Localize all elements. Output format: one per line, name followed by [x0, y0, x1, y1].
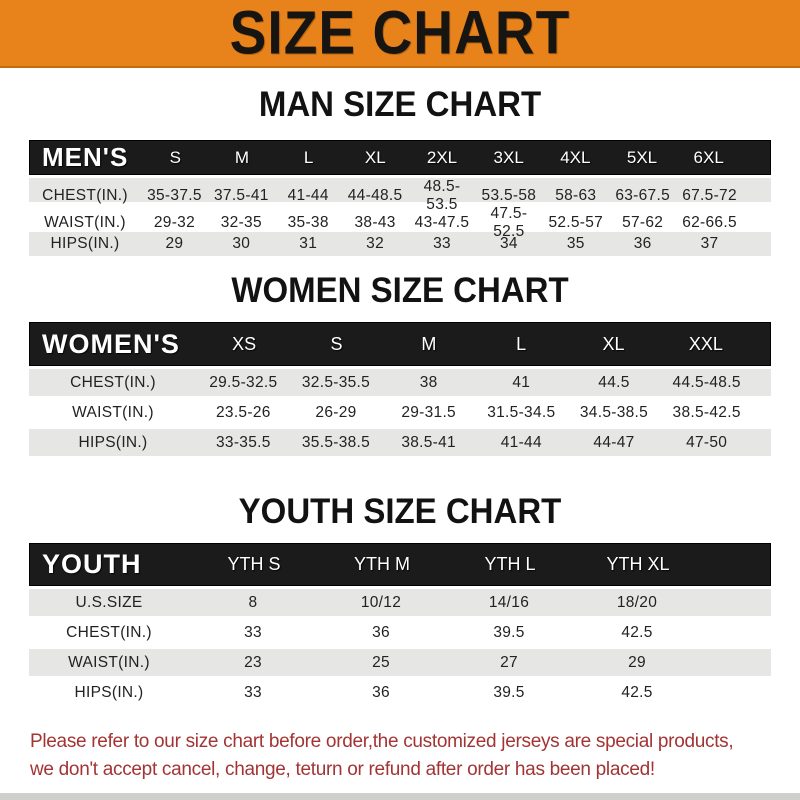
column-header: L	[516, 333, 527, 354]
cell-value: 10/12	[360, 593, 402, 611]
cell-value: 42.5	[621, 683, 653, 701]
table-row	[29, 178, 771, 213]
table-header-label: MEN'S	[42, 142, 129, 172]
footer-note	[30, 728, 770, 784]
cell-value: 52.5-57	[548, 214, 604, 231]
cell-value: 38.5-42.5	[672, 403, 741, 421]
women-section-heading: WOMEN SIZE CHART	[231, 269, 569, 310]
cell-value: 23	[244, 653, 262, 671]
column-header: YTH L	[484, 554, 536, 574]
cell-value: 33	[433, 235, 451, 252]
row-label: WAIST(IN.)	[44, 214, 126, 231]
column-header: M	[421, 333, 437, 354]
cell-value: 14/16	[488, 593, 530, 611]
cell-value: 44.5-48.5	[672, 373, 741, 391]
column-header: 2XL	[426, 147, 458, 167]
column-header: S	[330, 333, 343, 354]
row-label: HIPS(IN.)	[78, 433, 148, 451]
cell-value: 62-66.5	[682, 214, 737, 231]
bottom-strip	[0, 793, 800, 800]
youth-size-chart-section	[0, 492, 800, 706]
cell-value: 30	[232, 235, 251, 252]
cell-value: 42.5	[621, 623, 653, 641]
cell-value: 53.5-58	[481, 187, 537, 204]
row-label: WAIST(IN.)	[68, 653, 150, 671]
cell-value: 38.5-41	[401, 433, 456, 451]
footer-line-2: we don't accept cancel, change, teturn or refund after order has been placed!	[30, 759, 655, 780]
column-header: XXL	[688, 333, 723, 354]
cell-value: 25	[372, 653, 390, 671]
row-label: CHEST(IN.)	[66, 623, 152, 641]
youth-section-heading: YOUTH SIZE CHART	[238, 490, 562, 531]
table-row	[29, 232, 771, 256]
cell-value: 37	[700, 235, 719, 252]
column-header: 5XL	[626, 147, 658, 167]
cell-value: 47-50	[686, 433, 728, 451]
cell-value: 38-43	[354, 214, 396, 231]
cell-value: 44-47	[593, 433, 635, 451]
row-label: CHEST(IN.)	[42, 187, 128, 204]
table-row	[29, 679, 771, 706]
cell-value: 32-35	[220, 214, 262, 231]
cell-value: 8	[248, 593, 258, 611]
row-label: U.S.SIZE	[75, 593, 143, 611]
cell-value: 39.5	[493, 683, 525, 701]
cell-value: 18/20	[616, 593, 658, 611]
column-header: S	[169, 147, 181, 167]
column-header: XS	[232, 333, 257, 354]
table-row	[29, 399, 771, 426]
men-size-table	[29, 140, 771, 256]
row-label: WAIST(IN.)	[72, 403, 154, 421]
cell-value: 57-62	[622, 214, 664, 231]
cell-value: 36	[372, 623, 390, 641]
cell-value: 23.5-26	[215, 403, 271, 421]
cell-value: 67.5-72	[682, 187, 737, 204]
table-header-label: WOMEN'S	[42, 328, 180, 359]
banner	[0, 0, 800, 68]
column-header: XL	[602, 333, 625, 354]
row-label: HIPS(IN.)	[50, 235, 120, 252]
table-row	[29, 589, 771, 616]
table-header-row	[29, 140, 771, 175]
cell-value: 26-29	[315, 403, 357, 421]
cell-value: 33-35.5	[215, 433, 271, 451]
cell-value: 35-37.5	[147, 187, 202, 204]
cell-value: 37.5-41	[213, 187, 269, 204]
cell-value: 36	[372, 683, 390, 701]
cell-value: 63-67.5	[615, 187, 670, 204]
column-header: 4XL	[560, 147, 591, 167]
table-header-label: YOUTH	[42, 549, 142, 579]
table-header-row	[29, 543, 771, 586]
column-header: XL	[364, 147, 386, 167]
cell-value: 27	[500, 653, 518, 671]
banner-title: SIZE CHART	[229, 0, 571, 68]
women-size-chart-section	[0, 271, 800, 456]
women-size-table	[29, 322, 771, 456]
cell-value: 35.5-38.5	[301, 433, 371, 451]
cell-value: 47.5-52.5	[490, 205, 528, 240]
column-header: YTH M	[354, 554, 410, 574]
cell-value: 31.5-34.5	[487, 403, 556, 421]
cell-value: 43-47.5	[414, 214, 470, 231]
cell-value: 35	[566, 235, 585, 252]
cell-value: 33	[244, 683, 262, 701]
column-header: YTH XL	[606, 554, 670, 574]
cell-value: 32	[366, 235, 385, 252]
column-header: YTH S	[227, 554, 281, 574]
cell-value: 38	[419, 373, 438, 391]
column-header: L	[303, 147, 314, 167]
cell-value: 32.5-35.5	[301, 373, 371, 391]
cell-value: 29.5-32.5	[209, 373, 278, 391]
cell-value: 34.5-38.5	[579, 403, 649, 421]
cell-value: 29-32	[153, 214, 196, 231]
cell-value: 31	[299, 235, 318, 252]
row-label: CHEST(IN.)	[70, 373, 156, 391]
cell-value: 29	[628, 653, 646, 671]
youth-size-table	[29, 543, 771, 706]
cell-value: 44-48.5	[347, 187, 403, 204]
footer-line-1: Please refer to our size chart before order,the customized jerseys are special products,	[30, 731, 734, 752]
cell-value: 58-63	[555, 187, 597, 204]
men-section-heading: MAN SIZE CHART	[258, 83, 542, 124]
cell-value: 41-44	[287, 187, 329, 204]
table-header-row	[29, 322, 771, 366]
table-row	[29, 369, 771, 396]
column-header: M	[234, 147, 250, 167]
table-row	[29, 429, 771, 456]
cell-value: 34	[499, 235, 518, 252]
cell-value: 41	[512, 373, 531, 391]
row-label: HIPS(IN.)	[74, 683, 144, 701]
cell-value: 44.5	[598, 373, 630, 391]
column-header: 3XL	[493, 147, 524, 167]
table-row	[29, 649, 771, 676]
cell-value: 35-38	[287, 214, 329, 231]
cell-value: 29	[165, 235, 184, 252]
cell-value: 33	[244, 623, 262, 641]
cell-value: 36	[633, 235, 652, 252]
cell-value: 48.5-53.5	[423, 178, 461, 213]
table-row	[29, 205, 771, 240]
cell-value: 41-44	[500, 433, 542, 451]
table-row	[29, 619, 771, 646]
cell-value: 39.5	[493, 623, 525, 641]
cell-value: 29-31.5	[401, 403, 456, 421]
men-size-chart-section	[0, 85, 800, 256]
column-header: 6XL	[693, 147, 724, 167]
